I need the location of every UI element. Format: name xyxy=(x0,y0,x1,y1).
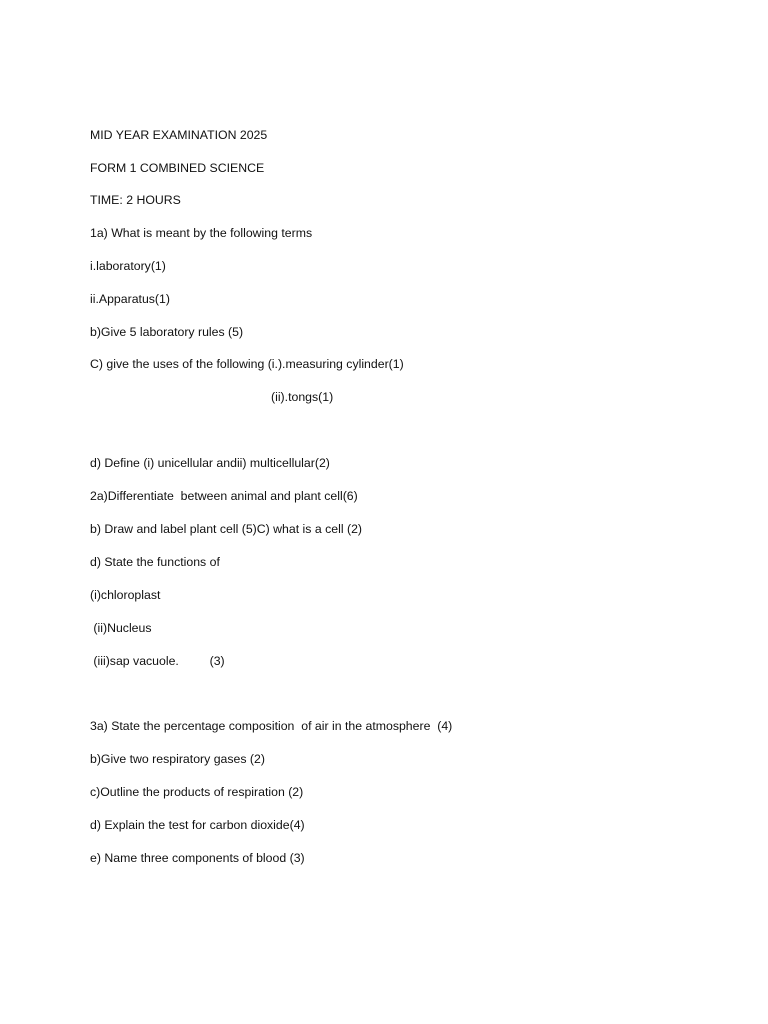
question-1c-ii: (ii).tongs(1) xyxy=(271,390,334,404)
question-2d-iii: (iii)sap vacuole. (3) xyxy=(90,654,225,668)
question-2d-i: (i)chloroplast xyxy=(90,588,161,602)
question-1a-ii: ii.Apparatus(1) xyxy=(90,292,170,306)
question-2d: d) State the functions of xyxy=(90,555,220,569)
question-2b: b) Draw and label plant cell (5)C) what is a cell (2) xyxy=(90,522,363,536)
exam-time: TIME: 2 HOURS xyxy=(90,193,181,207)
question-3b: b)Give two respiratory gases (2) xyxy=(90,752,265,766)
question-3e: e) Name three components of blood (3) xyxy=(90,851,305,865)
question-3a: 3a) State the percentage composition of air in the atmosphere (4) xyxy=(90,719,453,733)
exam-title: MID YEAR EXAMINATION 2025 xyxy=(90,128,268,142)
question-1c: C) give the uses of the following (i.).measuring cylinder(1) xyxy=(90,357,404,371)
question-1a-i: i.laboratory(1) xyxy=(90,259,166,273)
question-3d: d) Explain the test for carbon dioxide(4) xyxy=(90,818,305,832)
question-2d-ii: (ii)Nucleus xyxy=(90,621,152,635)
exam-subject: FORM 1 COMBINED SCIENCE xyxy=(90,161,265,175)
question-2a: 2a)Differentiate between animal and plant cell(6) xyxy=(90,489,358,503)
question-1b: b)Give 5 laboratory rules (5) xyxy=(90,325,244,339)
question-1d: d) Define (i) unicellular andii) multicellular(2) xyxy=(90,456,330,470)
question-3c: c)Outline the products of respiration (2) xyxy=(90,785,304,799)
question-1a: 1a) What is meant by the following terms xyxy=(90,226,313,240)
